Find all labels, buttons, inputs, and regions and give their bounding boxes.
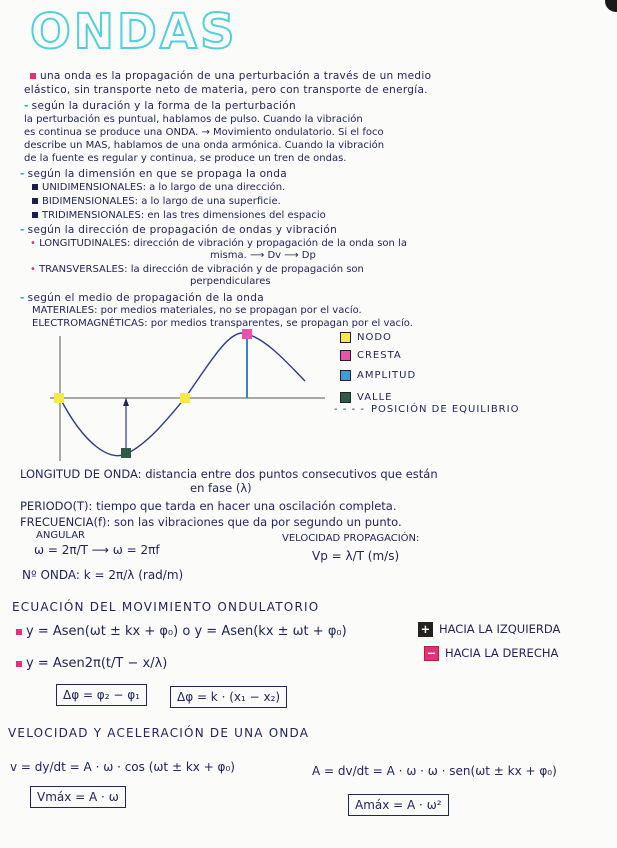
crest-swatch [340, 350, 351, 361]
frequency-def: FRECUENCIA(f): son las vibraciones que da por segundo un punto. [20, 515, 402, 529]
valley-marker [121, 448, 131, 458]
velocity-wave-eq: v = dy/dt = A · ω · cos (ωt ± kx + φ₀) [10, 760, 235, 774]
intro-line-2: elástico, sin transporte neto de materia, pero con transporte de energía. [24, 84, 428, 96]
direction-item-1: • LONGITUDINALES: dirección de vibración y propagación de la onda son la [30, 238, 407, 249]
motion-eq-line-2: y = Asen2π(t/T − x/λ) [16, 656, 167, 671]
pink-dot-icon: • [30, 264, 40, 275]
corner-shadow [605, 0, 617, 12]
legend-valley: VALLE [340, 392, 393, 403]
acceleration-wave-eq: A = dv/dt = A · ω · ω · sen(ωt ± kx + φ₀) [312, 764, 557, 778]
motion-eq-line-1: y = Asen(ωt ± kx + φ₀) o y = Asen(kx ± ωt + φ₀) [16, 624, 347, 639]
medium-item-1: MATERIALES: por medios materiales, no se propagan por el vacío. [32, 305, 362, 316]
dash-bullet-icon: - [20, 292, 25, 304]
wavelength-def-cont: en fase (λ) [190, 481, 252, 495]
legend-equilibrium: - - - - POSICIÓN DE EQUILIBRIO [334, 404, 520, 415]
intro-line-1: una onda es la propagación de una perturbación a través de un medio [30, 70, 431, 82]
phase-difference-box-2: Δφ = k · (x₁ − x₂) [170, 686, 287, 708]
legend-amplitude: AMPLITUD [340, 370, 416, 381]
legend-crest: CRESTA [340, 350, 402, 361]
dimension-item-1: UNIDIMENSIONALES: a lo largo de una dirección. [32, 182, 285, 194]
medium-item-2: ELECTROMAGNÉTICAS: por medios transparentes, se propagan por el vacío. [32, 318, 413, 329]
crest-marker [242, 329, 252, 339]
node-marker [180, 393, 190, 403]
medium-heading: - según el medio de propagación de la onda [20, 292, 264, 304]
plus-sign-icon: + [418, 622, 433, 637]
minus-sign-icon: − [424, 646, 439, 661]
pink-bullet-icon [16, 629, 22, 635]
wave-diagram [40, 326, 330, 466]
arrow-icon [123, 398, 129, 406]
angular-label: ANGULAR [36, 530, 85, 541]
amax-box: Amáx = A · ω² [348, 794, 449, 816]
duration-line-3: describe un MAS, hablamos de una onda armónica. Cuando la vibración [24, 140, 385, 151]
velocity-equation: Vp = λ/T (m/s) [312, 549, 400, 563]
amplitude-swatch [340, 370, 351, 381]
dimension-item-2: BIDIMENSIONALES: a lo largo de una superficie. [32, 196, 281, 208]
pink-bullet-icon [16, 661, 22, 667]
pink-bullet-icon [30, 73, 36, 79]
phase-difference-box-1: Δφ = φ₂ − φ₁ [56, 684, 147, 706]
period-def: PERIODO(T): tiempo que tarda en hacer una oscilación completa. [20, 499, 397, 513]
dashed-line-icon: - - - - [334, 404, 365, 415]
direction-item-1-cont: misma. ⟶ Dv ⟶ Dp [210, 250, 316, 261]
direction-item-2-cont: perpendiculares [190, 276, 271, 287]
dark-bullet-icon [32, 212, 38, 218]
left-direction: + HACIA LA IZQUIERDA [418, 622, 560, 637]
angular-equation: ω = 2π/T ⟶ ω = 2πf [34, 543, 160, 557]
duration-line-2: es continua se produce una ONDA. → Movimiento ondulatorio. Si el foco [24, 127, 384, 138]
dimension-heading: - según la dimensión en que se propaga la onda [20, 168, 287, 180]
dash-bullet-icon: - [24, 100, 29, 112]
dimension-item-3: TRIDIMENSIONALES: en las tres dimensiones del espacio [32, 210, 326, 222]
valley-swatch [340, 392, 351, 403]
velaccel-heading: VELOCIDAD Y ACELERACIÓN DE UNA ONDA [8, 726, 310, 740]
vmax-box: Vmáx = A · ω [30, 786, 126, 808]
direction-item-2: • TRANSVERSALES: la dirección de vibración y de propagación son [30, 264, 364, 275]
dark-bullet-icon [32, 184, 38, 190]
duration-line-1: la perturbación es puntual, hablamos de pulso. Cuando la vibración [24, 114, 363, 125]
wavenumber-def: Nº ONDA: k = 2π/λ (rad/m) [22, 568, 184, 582]
pink-dot-icon: • [30, 238, 40, 249]
node-marker [54, 393, 64, 403]
dash-bullet-icon: - [20, 168, 25, 180]
duration-line-4: de la fuente es regular y continua, se produce un tren de ondas. [24, 153, 347, 164]
wavelength-def: LONGITUD DE ONDA: distancia entre dos puntos consecutivos que están [20, 467, 438, 481]
page-title: ONDAS [30, 4, 238, 60]
velocity-label: VELOCIDAD PROPAGACIÓN: [282, 533, 420, 544]
dash-bullet-icon: - [20, 224, 25, 236]
dark-bullet-icon [32, 198, 38, 204]
node-swatch [340, 332, 351, 343]
legend-node: NODO [340, 332, 392, 343]
motion-heading: ECUACIÓN DEL MOVIMIENTO ONDULATORIO [12, 600, 320, 614]
right-direction: − HACIA LA DERECHA [424, 646, 558, 661]
duration-heading: - según la duración y la forma de la perturbación [24, 100, 296, 112]
direction-heading: - según la dirección de propagación de ondas y vibración [20, 224, 338, 236]
